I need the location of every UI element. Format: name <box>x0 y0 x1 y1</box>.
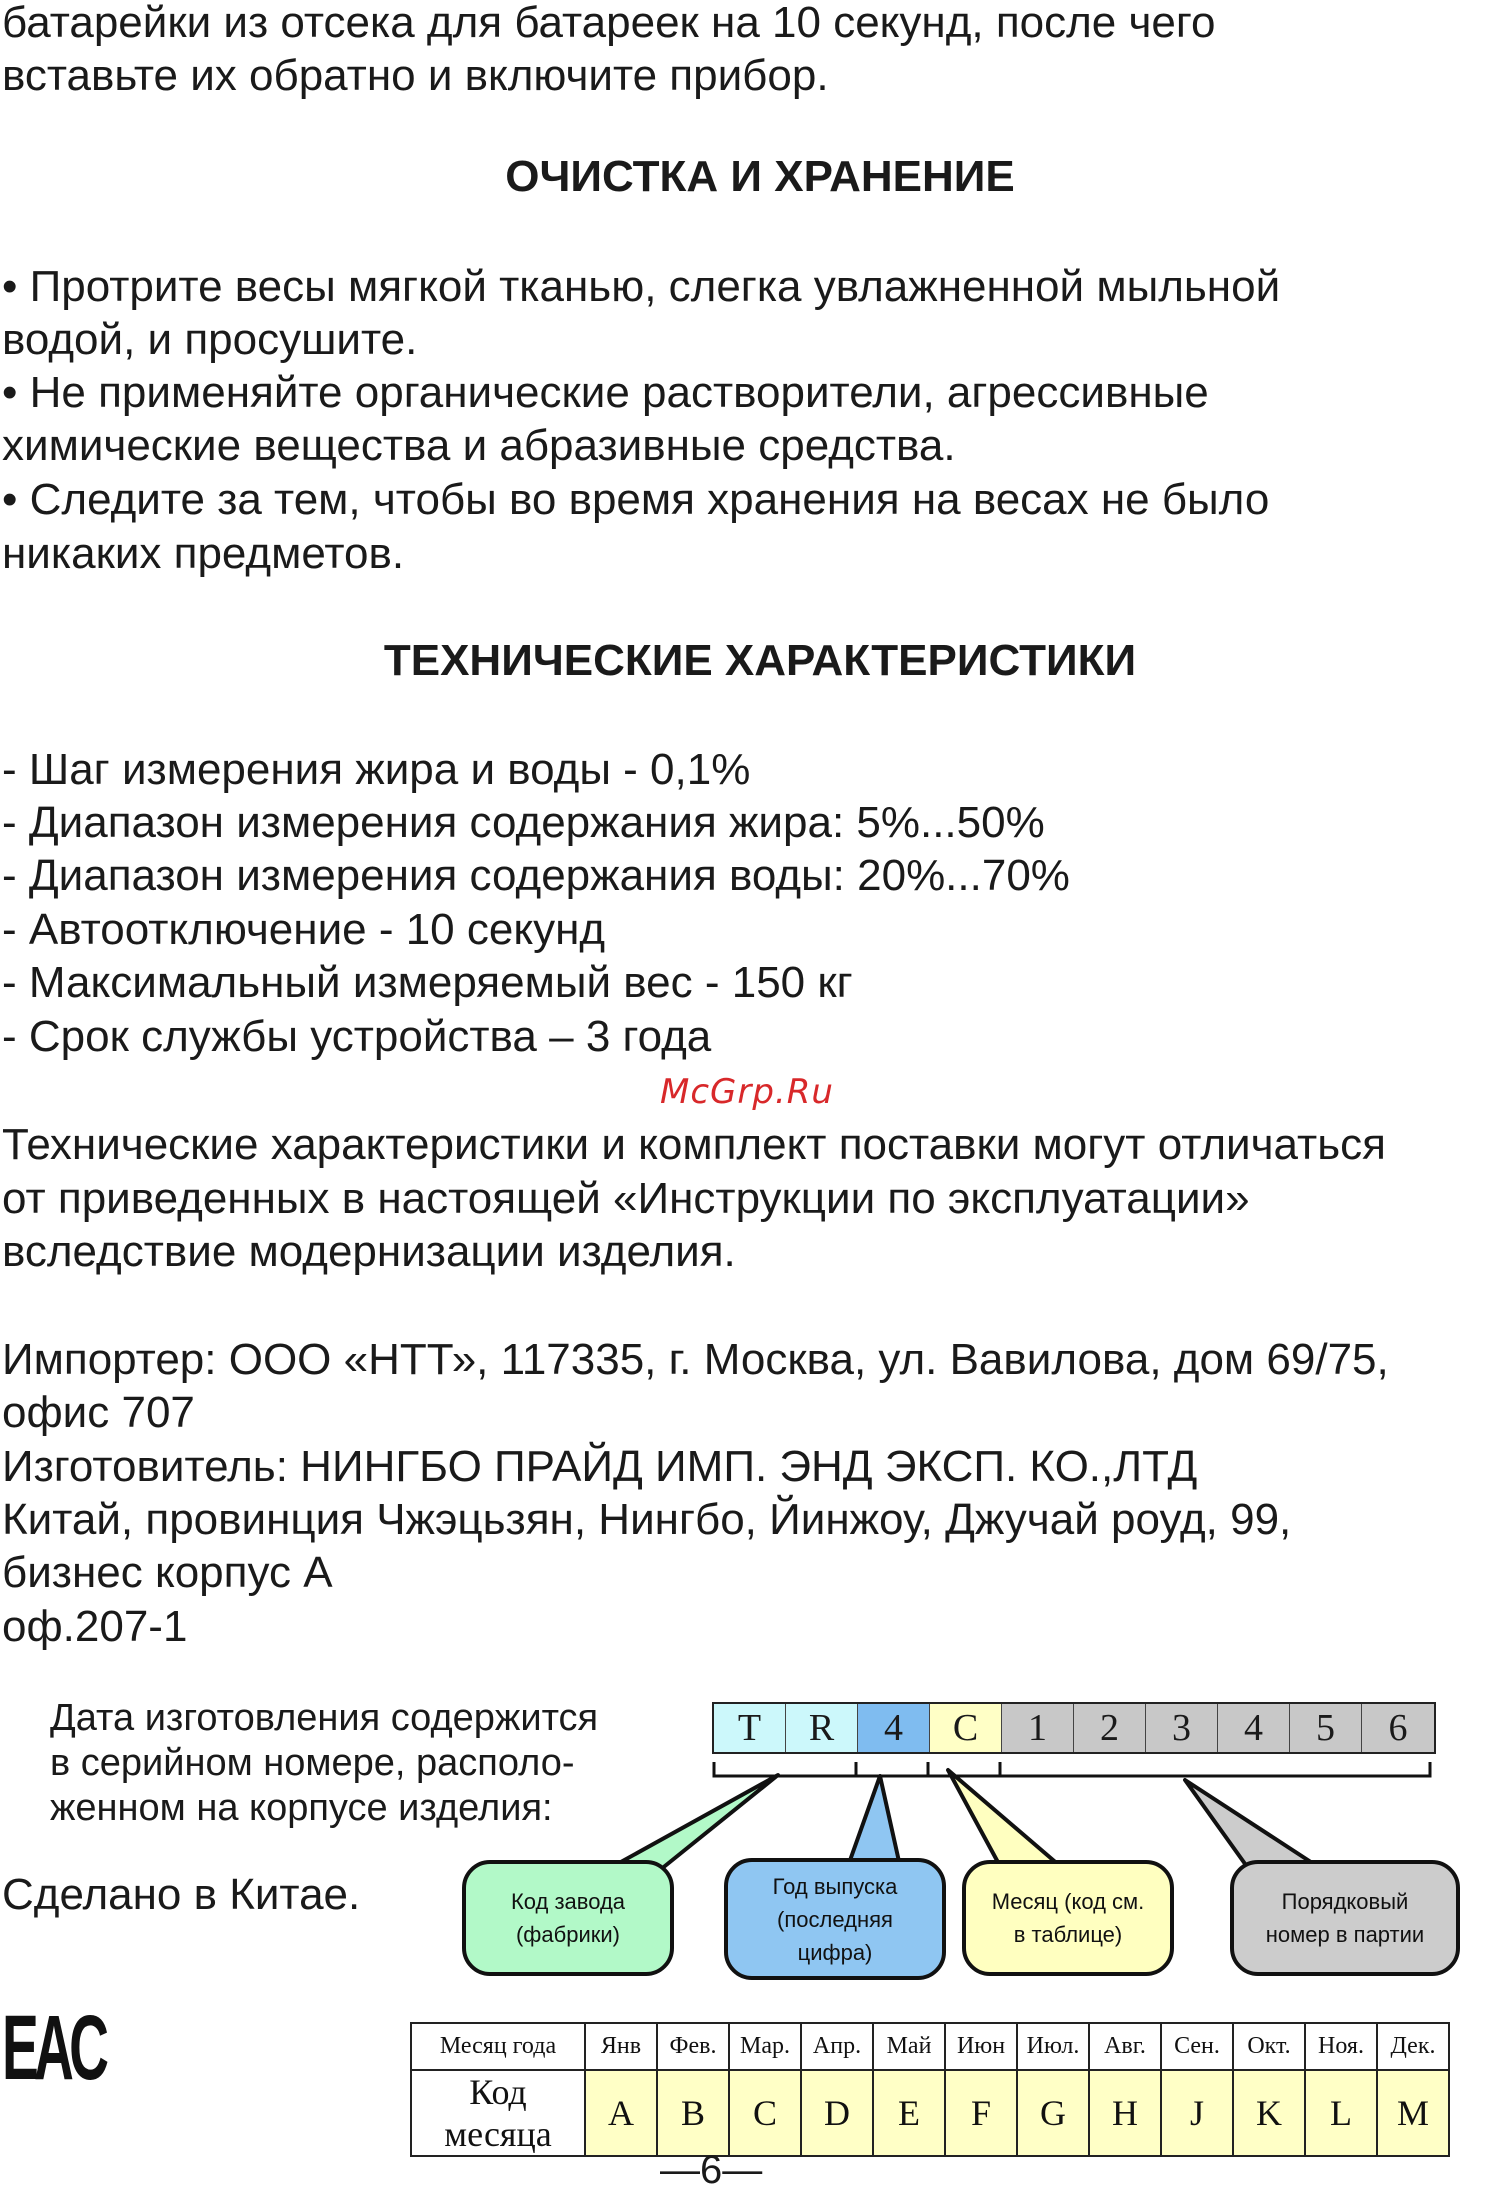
callout-year <box>724 1858 946 1980</box>
month-code: K <box>1233 2070 1305 2156</box>
callout-month <box>962 1860 1174 1976</box>
month-name: Май <box>873 2023 945 2070</box>
cleaning-line-2: водой, и просушите. <box>2 315 418 364</box>
callout-factory-line-1: Код завода <box>510 1889 626 1914</box>
month-name: Мар. <box>729 2023 801 2070</box>
month-code: B <box>657 2070 729 2156</box>
serial-char-7: 3 <box>1146 1704 1218 1752</box>
month-code: L <box>1305 2070 1377 2156</box>
cleaning-line-1: • Протрите весы мягкой тканью, слегка увлажненной мыльной <box>2 262 1281 311</box>
serial-number-example <box>712 1702 1436 1754</box>
month-row-label: Месяц года <box>411 2023 585 2070</box>
serial-note-line-2: в серийном номере, располо- <box>50 1742 575 1784</box>
month-name: Янв <box>585 2023 657 2070</box>
serial-bracket-dividers <box>856 1762 1000 1776</box>
month-code: J <box>1161 2070 1233 2156</box>
serial-char-3: 4 <box>858 1704 930 1752</box>
spec-item-6: - Срок службы устройства – 3 года <box>2 1012 712 1061</box>
disclaimer-line-1: Технические характеристики и комплект поставки могут отличаться <box>2 1120 1386 1169</box>
serial-char-6: 2 <box>1074 1704 1146 1752</box>
spec-item-1: - Шаг измерения жира и воды - 0,1% <box>2 745 751 794</box>
callout-month-line-2: в таблице) <box>1013 1922 1123 1947</box>
month-pointer <box>948 1770 1060 1866</box>
spec-item-3: - Диапазон измерения содержания воды: 20%...70% <box>2 851 1070 900</box>
disclaimer-line-2: от приведенных в настоящей «Инструкции по эксплуатации» <box>2 1174 1250 1223</box>
manufacturer-line-4: оф.207-1 <box>2 1602 188 1651</box>
serial-char-8: 4 <box>1218 1704 1290 1752</box>
serial-char-9: 5 <box>1290 1704 1362 1752</box>
eac-certification-mark: EAC <box>2 1997 105 2099</box>
cleaning-line-4: химические вещества и абразивные средства. <box>2 421 956 470</box>
month-code: A <box>585 2070 657 2156</box>
month-code: D <box>801 2070 873 2156</box>
callout-sequence <box>1230 1860 1460 1976</box>
month-name: Апр. <box>801 2023 873 2070</box>
month-code: E <box>873 2070 945 2156</box>
spec-item-4: - Автоотключение - 10 секунд <box>2 905 606 954</box>
manufacturer-line-3: бизнес корпус А <box>2 1548 333 1597</box>
intro-line-2: вставьте их обратно и включите прибор. <box>2 51 829 100</box>
cleaning-line-6: никаких предметов. <box>2 529 405 578</box>
serial-note-line-3: женном на корпусе изделия: <box>50 1787 553 1829</box>
month-names-row <box>411 2023 1449 2070</box>
month-code: H <box>1089 2070 1161 2156</box>
intro-line-1: батарейки из отсека для батареек на 10 секунд, после чего <box>2 0 1216 47</box>
serial-char-2: R <box>786 1704 858 1752</box>
specs-title: ТЕХНИЧЕСКИЕ ХАРАКТЕРИСТИКИ <box>383 636 1137 685</box>
serial-char-10: 6 <box>1362 1704 1434 1752</box>
cleaning-line-5: • Следите за тем, чтобы во время хранения на весах не было <box>2 475 1270 524</box>
month-name: Ноя. <box>1305 2023 1377 2070</box>
month-name: Июл. <box>1017 2023 1089 2070</box>
importer-line-1: Импортер: ООО «НТТ», 117335, г. Москва, ул. Вавилова, дом 69/75, <box>2 1335 1389 1384</box>
month-code: G <box>1017 2070 1089 2156</box>
manufacturer-line-2: Китай, провинция Чжэцьзян, Нингбо, Йинжоу, Джучай роуд, 99, <box>2 1495 1292 1544</box>
month-code: C <box>729 2070 801 2156</box>
month-codes-row <box>411 2070 1449 2156</box>
callout-month-line-1: Месяц (код см. <box>991 1889 1145 1914</box>
sequence-pointer <box>1185 1780 1320 1868</box>
page-number: —6— <box>660 2148 763 2192</box>
month-code: F <box>945 2070 1017 2156</box>
month-name: Авг. <box>1089 2023 1161 2070</box>
callout-factory-line-2: (фабрики) <box>515 1922 620 1947</box>
year-pointer <box>848 1776 900 1866</box>
callout-year-line-3: цифра) <box>797 1939 873 1965</box>
serial-char-5: 1 <box>1002 1704 1074 1752</box>
callout-factory-code <box>462 1860 674 1976</box>
factory-pointer <box>610 1775 778 1870</box>
manufacturer-line-1: Изготовитель: НИНГБО ПРАЙД ИМП. ЭНД ЭКСП. КО.,ЛТД <box>2 1442 1198 1491</box>
importer-line-2: офис 707 <box>2 1388 195 1437</box>
callout-year-line-1: Год выпуска <box>772 1873 898 1899</box>
month-code: M <box>1377 2070 1449 2156</box>
spec-item-5: - Максимальный измеряемый вес - 150 кг <box>2 958 853 1007</box>
serial-bracket <box>714 1762 1430 1776</box>
code-row-label: Код месяца <box>411 2070 585 2156</box>
month-code-table <box>410 2022 1450 2157</box>
month-name: Фев. <box>657 2023 729 2070</box>
watermark: McGrp.Ru <box>660 1072 834 1112</box>
callout-year-line-2: (последняя <box>777 1906 893 1932</box>
month-name: Дек. <box>1377 2023 1449 2070</box>
callout-sequence-line-1: Порядковый <box>1281 1889 1409 1914</box>
callout-sequence-line-2: номер в партии <box>1265 1922 1425 1947</box>
serial-char-1: T <box>714 1704 786 1752</box>
serial-char-4: C <box>930 1704 1002 1752</box>
month-name: Окт. <box>1233 2023 1305 2070</box>
serial-note-line-1: Дата изготовления содержится <box>50 1697 599 1739</box>
disclaimer-line-3: вследствие модернизации изделия. <box>2 1227 736 1276</box>
month-name: Июн <box>945 2023 1017 2070</box>
made-in-label: Сделано в Китае. <box>2 1870 361 1919</box>
spec-item-2: - Диапазон измерения содержания жира: 5%...50% <box>2 798 1045 847</box>
month-name: Сен. <box>1161 2023 1233 2070</box>
cleaning-title: ОЧИСТКА И ХРАНЕНИЕ <box>505 152 1015 201</box>
cleaning-line-3: • Не применяйте органические растворители, агрессивные <box>2 368 1209 417</box>
